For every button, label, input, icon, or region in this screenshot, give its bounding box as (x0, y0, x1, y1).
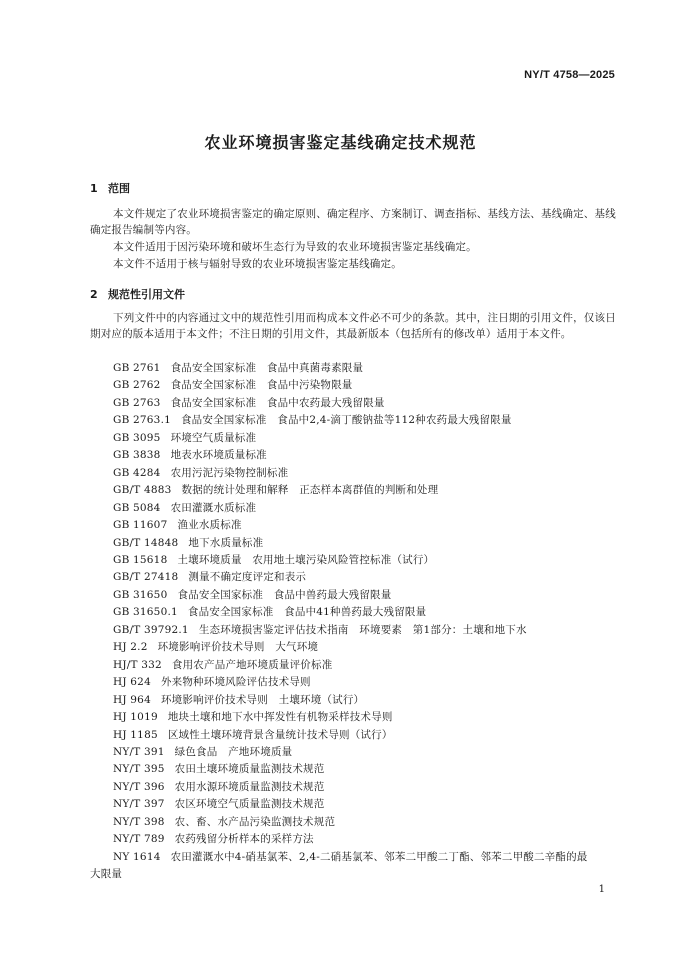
reference-code: HJ 964 (113, 693, 151, 706)
section-title: 范围 (108, 182, 130, 195)
reference-code: GB 2762 (113, 379, 161, 392)
reference-code: HJ 624 (113, 676, 151, 689)
reference-item (90, 744, 618, 761)
reference-title: 生态环境损害鉴定评估技术指南 环境要素 第1部分：土壤和地下水 (198, 623, 527, 636)
section-number: 1 (90, 182, 98, 195)
reference-item (90, 604, 618, 621)
reference-item (90, 692, 618, 709)
reference-item (90, 761, 618, 778)
reference-title: 外来物种环境风险评估技术导则 (160, 676, 311, 689)
reference-item (90, 535, 618, 552)
scope-paragraph-3: 本文件不适用于核与辐射导致的农业环境损害鉴定基线确定。 (113, 258, 402, 270)
reference-title: 食品安全国家标准 食品中农药最大残留限量 (170, 396, 385, 409)
reference-code: GB 3838 (113, 449, 161, 462)
reference-title: 地下水质量标准 (188, 536, 264, 549)
reference-title: 食用农产品产地环境质量评价标准 (171, 658, 333, 671)
reference-code: GB/T 4883 (113, 484, 172, 497)
reference-item (90, 569, 618, 586)
reference-title: 农田土壤环境质量监测技术规范 (174, 763, 325, 776)
reference-code: GB 5084 (113, 501, 161, 514)
reference-code: NY/T 789 (113, 833, 165, 846)
reference-title: 食品安全国家标准 食品中2,4-滴丁酸钠盐等112种农药最大残留限量 (180, 414, 512, 427)
reference-code: GB 4284 (113, 466, 161, 479)
reference-title: 农、畜、水产品污染监测技术规范 (174, 815, 336, 828)
reference-item (90, 849, 618, 884)
document-title: 农业环境损害鉴定基线确定技术规范 (204, 133, 477, 152)
reference-title: 地表水环境质量标准 (170, 449, 267, 462)
reference-item (90, 796, 618, 813)
reference-list (90, 360, 618, 884)
section-number: 2 (90, 288, 98, 301)
reference-item (90, 779, 618, 796)
reference-title: 食品安全国家标准 食品中污染物限量 (170, 379, 353, 392)
reference-code: GB 31650 (113, 588, 168, 601)
reference-item (90, 360, 618, 377)
reference-item (90, 674, 618, 691)
reference-code: GB 2761 (113, 362, 161, 374)
reference-item (90, 622, 618, 639)
reference-code: GB/T 27418 (113, 571, 179, 584)
reference-title: 农用污泥污染物控制标准 (170, 466, 289, 479)
reference-item (90, 395, 618, 412)
section-title: 规范性引用文件 (108, 288, 185, 301)
reference-code: NY/T 391 (113, 745, 165, 758)
reference-item (90, 727, 618, 744)
reference-code: NY/T 395 (113, 763, 165, 776)
reference-title: 环境影响评价技术导则 大气环境 (157, 641, 319, 654)
reference-title: 渔业水质标准 (177, 519, 242, 532)
reference-code: GB/T 39792.1 (113, 623, 189, 636)
section-heading-scope (90, 180, 130, 196)
reference-code: NY/T 398 (113, 815, 165, 828)
reference-item (90, 500, 618, 517)
reference-item (90, 412, 618, 429)
reference-title: 测量不确定度评定和表示 (188, 571, 307, 584)
reference-item (90, 814, 618, 831)
reference-title: 农区环境空气质量监测技术规范 (174, 798, 325, 811)
reference-item (90, 482, 618, 499)
reference-code: GB 15618 (113, 553, 168, 566)
reference-code: HJ/T 332 (113, 658, 162, 671)
references-intro-paragraph: 下列文件中的内容通过文中的规范性引用而构成本文件必不可少的条款。其中，注日期的引用文件，仅该日期对应的版本适用于本文件；不注日期的引用文件，其最新版本（包括所有的修改单）适用于本文件。 (90, 312, 616, 340)
reference-title: 农用水源环境质量监测技术规范 (174, 780, 325, 793)
reference-title: 食品安全国家标准 食品中41种兽药最大残留限量 (187, 606, 427, 619)
reference-title-continuation: 大限量 (90, 868, 123, 881)
reference-title: 农田灌溉水质标准 (170, 501, 257, 514)
reference-title: 环境影响评价技术导则 土壤环境（试行） (160, 693, 365, 706)
reference-code: GB 11607 (113, 519, 168, 532)
reference-title: 地块土壤和地下水中挥发性有机物采样技术导则 (167, 711, 393, 724)
reference-item (90, 709, 618, 726)
reference-code: GB 31650.1 (113, 606, 178, 619)
reference-code: GB 3095 (113, 431, 161, 444)
reference-title: 农田灌溉水中4-硝基氯苯、2,4-二硝基氯苯、邻苯二甲酸二丁酯、邻苯二甲酸二辛酯的最 (170, 850, 588, 863)
page-number: 1 (598, 884, 605, 895)
reference-title: 区域性土壤环境背景含量统计技术导则（试行） (167, 728, 393, 741)
reference-item (90, 657, 618, 674)
reference-item (90, 465, 618, 482)
reference-item (90, 447, 618, 464)
reference-code: NY/T 397 (113, 798, 165, 811)
reference-title: 数据的统计处理和解释 正态样本离群值的判断和处理 (181, 484, 439, 497)
reference-title: 土壤环境质量 农用地土壤污染风险管控标准（试行） (177, 553, 435, 566)
scope-paragraph-1: 本文件规定了农业环境损害鉴定的确定原则、确定程序、方案制订、调查指标、基线方法、基线确定、基线确定报告编制等内容。 (90, 208, 616, 236)
reference-title: 农药残留分析样本的采样方法 (174, 833, 314, 846)
reference-code: GB 2763 (113, 396, 161, 409)
reference-item (90, 831, 618, 848)
reference-code: NY 1614 (113, 850, 161, 863)
reference-item (90, 587, 618, 604)
standard-code: NY/T 4758—2025 (524, 69, 615, 81)
reference-item (90, 639, 618, 656)
reference-code: HJ 1019 (113, 711, 158, 724)
reference-title: 环境空气质量标准 (170, 431, 257, 444)
reference-item (90, 430, 618, 447)
reference-code: GB/T 14848 (113, 536, 179, 549)
reference-code: HJ 2.2 (113, 641, 148, 654)
reference-title: 食品安全国家标准 食品中兽药最大残留限量 (177, 588, 392, 601)
reference-item (90, 552, 618, 569)
reference-item (90, 377, 618, 394)
reference-code: NY/T 396 (113, 780, 165, 793)
scope-paragraph-2: 本文件适用于因污染环境和破坏生态行为导致的农业环境损害鉴定基线确定。 (113, 241, 477, 253)
reference-title: 食品安全国家标准 食品中真菌毒素限量 (170, 362, 364, 374)
section-heading-normative-references (90, 286, 185, 302)
reference-item (90, 517, 618, 534)
reference-code: HJ 1185 (113, 728, 158, 741)
reference-title: 绿色食品 产地环境质量 (174, 745, 293, 758)
reference-code: GB 2763.1 (113, 414, 171, 427)
